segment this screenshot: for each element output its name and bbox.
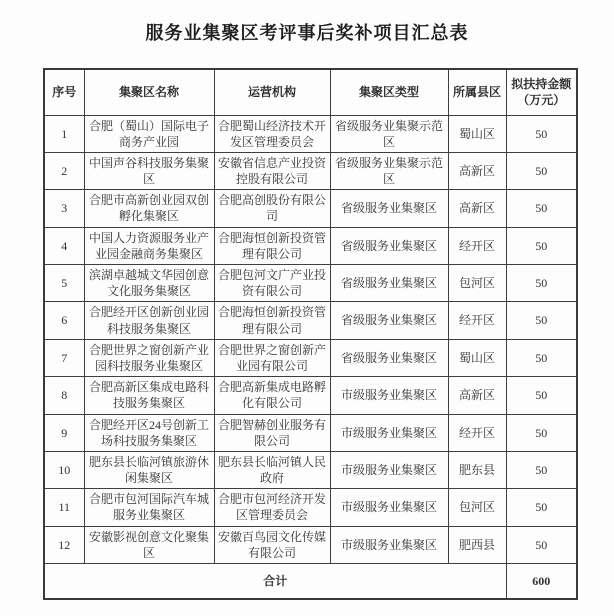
col-header-no: 序号 — [44, 69, 84, 115]
cell-no: 11 — [44, 489, 84, 526]
table-row — [44, 526, 577, 563]
table-row — [44, 339, 577, 376]
table-row — [44, 377, 577, 414]
cell-name: 合肥世界之窗创新产业园科技服务业集聚区 — [84, 339, 214, 376]
cell-district: 经开区 — [448, 414, 506, 451]
cell-no: 1 — [44, 115, 84, 152]
cell-name: 合肥高新区集成电路科技服务集聚区 — [84, 377, 214, 414]
table-row — [44, 227, 577, 264]
header-row — [44, 69, 577, 115]
cell-name: 合肥经开区24号创新工场科技服务集聚区 — [84, 414, 214, 451]
cell-district: 蜀山区 — [448, 339, 506, 376]
cell-type: 市级服务业集聚区 — [330, 489, 448, 526]
cell-type: 市级服务业集聚区 — [330, 451, 448, 488]
cell-amount: 50 — [506, 451, 577, 488]
cell-no: 9 — [44, 414, 84, 451]
total-label: 合计 — [44, 564, 506, 599]
cell-operator: 合肥包河文广产业投资有限公司 — [214, 265, 330, 302]
cell-operator: 合肥海恒创新投资管理有限公司 — [214, 302, 330, 339]
cell-type: 市级服务业集聚区 — [330, 377, 448, 414]
cell-name: 肥东县长临河镇旅游休闲集聚区 — [84, 451, 214, 488]
cell-amount: 50 — [506, 489, 577, 526]
cell-name: 合肥经开区创新创业园科技服务集聚区 — [84, 302, 214, 339]
cell-operator: 合肥智赫创业服务有限公司 — [214, 414, 330, 451]
cell-amount: 50 — [506, 414, 577, 451]
table-body — [44, 115, 577, 564]
cell-amount: 50 — [506, 190, 577, 227]
page-title: 服务业集聚区考评事后奖补项目汇总表 — [145, 23, 469, 43]
cell-operator: 安徽省信息产业投资控股有限公司 — [214, 152, 330, 189]
cell-no: 6 — [44, 302, 84, 339]
cell-no: 5 — [44, 265, 84, 302]
cell-operator: 合肥高创股份有限公司 — [214, 190, 330, 227]
cell-type: 省级服务业集聚区 — [330, 302, 448, 339]
cell-name: 滨湖卓越城文华园创意文化服务集聚区 — [84, 265, 214, 302]
cell-district: 肥西县 — [448, 526, 506, 563]
cell-name: 中国声谷科技服务集聚区 — [84, 152, 214, 189]
total-value: 600 — [506, 564, 577, 599]
cell-type: 省级服务业集聚示范区 — [330, 115, 448, 152]
cell-operator: 合肥市包河经济开发区管理委员会 — [214, 489, 330, 526]
cell-amount: 50 — [506, 302, 577, 339]
cell-district: 包河区 — [448, 265, 506, 302]
cell-type: 省级服务业集聚区 — [330, 190, 448, 227]
col-header-operator: 运营机构 — [214, 69, 330, 115]
cell-district: 经开区 — [448, 302, 506, 339]
cell-name: 中国人力资源服务业产业园金融商务集聚区 — [84, 227, 214, 264]
table-row — [44, 414, 577, 451]
col-header-name: 集聚区名称 — [84, 69, 214, 115]
cell-amount: 50 — [506, 377, 577, 414]
cell-no: 12 — [44, 526, 84, 563]
cell-name: 合肥市包河国际汽车城服务业集聚区 — [84, 489, 214, 526]
cell-amount: 50 — [506, 265, 577, 302]
cell-district: 肥东县 — [448, 451, 506, 488]
total-row — [44, 564, 577, 599]
cell-operator: 合肥蜀山经济技术开发区管理委员会 — [214, 115, 330, 152]
cell-no: 3 — [44, 190, 84, 227]
cell-operator: 合肥海恒创新投资管理有限公司 — [214, 227, 330, 264]
col-header-amount: 拟扶持金额（万元） — [506, 69, 577, 115]
col-header-district: 所属县区 — [448, 69, 506, 115]
cell-type: 省级服务业集聚区 — [330, 339, 448, 376]
cell-type: 市级服务业集聚区 — [330, 414, 448, 451]
cell-district: 蜀山区 — [448, 115, 506, 152]
cell-district: 高新区 — [448, 377, 506, 414]
cell-operator: 合肥世界之窗创新产业园有限公司 — [214, 339, 330, 376]
cell-no: 8 — [44, 377, 84, 414]
cell-operator: 肥东县长临河镇人民政府 — [214, 451, 330, 488]
cell-district: 经开区 — [448, 227, 506, 264]
cell-no: 7 — [44, 339, 84, 376]
cell-amount: 50 — [506, 526, 577, 563]
cell-operator: 安徽百鸟园文化传媒有限公司 — [214, 526, 330, 563]
cell-operator: 合肥高新集成电路孵化有限公司 — [214, 377, 330, 414]
cell-name: 合肥市高新创业园双创孵化集聚区 — [84, 190, 214, 227]
cell-district: 高新区 — [448, 190, 506, 227]
cell-type: 省级服务业集聚区 — [330, 265, 448, 302]
cell-amount: 50 — [506, 152, 577, 189]
cell-type: 市级服务业集聚区 — [330, 526, 448, 563]
cell-type: 省级服务业集聚区 — [330, 227, 448, 264]
table-row — [44, 190, 577, 227]
cell-district: 包河区 — [448, 489, 506, 526]
cell-name: 合肥（蜀山）国际电子商务产业园 — [84, 115, 214, 152]
cell-no: 4 — [44, 227, 84, 264]
table-row — [44, 152, 577, 189]
table-row — [44, 451, 577, 488]
cell-no: 10 — [44, 451, 84, 488]
table-row — [44, 489, 577, 526]
table-row — [44, 265, 577, 302]
table-row — [44, 302, 577, 339]
cell-amount: 50 — [506, 339, 577, 376]
cell-name: 安徽影视创意文化聚集区 — [84, 526, 214, 563]
cell-no: 2 — [44, 152, 84, 189]
col-header-type: 集聚区类型 — [330, 69, 448, 115]
cell-amount: 50 — [506, 115, 577, 152]
summary-table — [43, 68, 578, 600]
table-row — [44, 115, 577, 152]
cell-district: 高新区 — [448, 152, 506, 189]
cell-type: 省级服务业集聚示范区 — [330, 152, 448, 189]
cell-amount: 50 — [506, 227, 577, 264]
